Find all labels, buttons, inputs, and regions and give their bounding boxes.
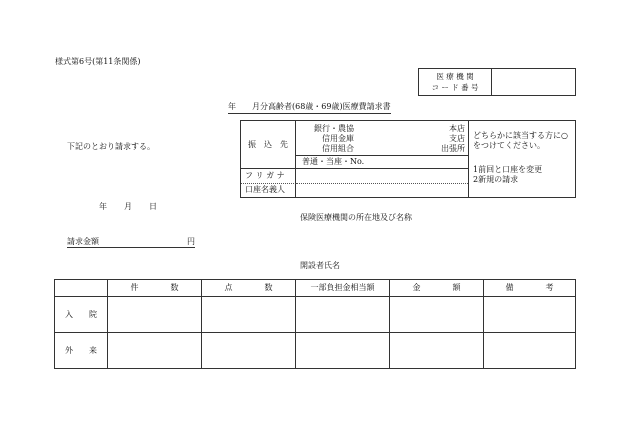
- form-number: 様式第6号(第11条関係): [55, 57, 141, 66]
- branch-honten[interactable]: 本店: [449, 124, 465, 133]
- header-count: 件 数: [108, 280, 202, 297]
- bank-type-kumiai[interactable]: 信用組合: [322, 144, 354, 153]
- inpatient-count-cell[interactable]: [108, 297, 202, 333]
- claims-table: [54, 279, 576, 369]
- amount-line[interactable]: [67, 238, 195, 248]
- outpatient-copay-cell[interactable]: [296, 333, 390, 369]
- account-label: 普通・当座・No.: [302, 157, 365, 166]
- institution-label: 保険医療機関の所在地及び名称: [300, 213, 412, 222]
- option-new-request[interactable]: 2新規の請求: [473, 175, 519, 184]
- institution-code-box: [418, 68, 576, 96]
- outpatient-amount-cell[interactable]: [390, 333, 484, 369]
- row-label-inpatient: 入 院: [55, 297, 108, 333]
- furikomi-label: 振 込 先: [248, 140, 288, 149]
- code-label-line1: 医 療 機 関: [436, 72, 474, 81]
- bank-transfer-box: [240, 120, 576, 198]
- header-remarks: 備 考: [484, 280, 576, 297]
- table-row: [55, 333, 576, 369]
- outpatient-remarks-cell[interactable]: [484, 333, 576, 369]
- header-points: 点 数: [202, 280, 296, 297]
- bank-type-shinkin[interactable]: 信用金庫: [322, 134, 354, 143]
- code-label-line2: コ ー ド 番 号: [431, 82, 479, 92]
- furigana-field[interactable]: [296, 169, 468, 184]
- inpatient-points-cell[interactable]: [202, 297, 296, 333]
- bank-type-bank[interactable]: 銀行・農協: [314, 124, 354, 133]
- option-change-account[interactable]: 1前回と口座を変更: [473, 165, 543, 174]
- account-holder-field[interactable]: [296, 184, 468, 197]
- outpatient-points-cell[interactable]: [202, 333, 296, 369]
- header-copay: 一部負担金相当額: [296, 280, 390, 297]
- date-year: 年: [99, 202, 107, 211]
- table-row: [55, 297, 576, 333]
- header-amount: 金 額: [390, 280, 484, 297]
- outpatient-count-cell[interactable]: [108, 333, 202, 369]
- request-text: 下記のとおり請求する。: [67, 142, 155, 151]
- account-holder-label: 口座名義人: [245, 185, 285, 194]
- amount-label: 請求金額: [67, 237, 99, 246]
- note-instruction: どちらかに該当する方に○をつけてください。: [473, 131, 568, 150]
- inpatient-amount-cell[interactable]: [390, 297, 484, 333]
- branch-shiten[interactable]: 支店: [449, 134, 465, 143]
- amount-unit: 円: [187, 237, 195, 246]
- branch-shutchojo[interactable]: 出張所: [441, 144, 465, 153]
- institution-code-field[interactable]: [492, 69, 576, 96]
- form-title: 年 月分高齢者(68歳・69歳)医療費請求書: [228, 103, 391, 114]
- founder-label: 開設者氏名: [300, 261, 340, 270]
- date-day: 日: [149, 202, 157, 211]
- furigana-label: フ リ ガ ナ: [245, 171, 285, 180]
- account-number-field[interactable]: [296, 155, 468, 169]
- row-label-outpatient: 外 来: [55, 333, 108, 369]
- inpatient-remarks-cell[interactable]: [484, 297, 576, 333]
- date-month: 月: [124, 202, 132, 211]
- inpatient-copay-cell[interactable]: [296, 297, 390, 333]
